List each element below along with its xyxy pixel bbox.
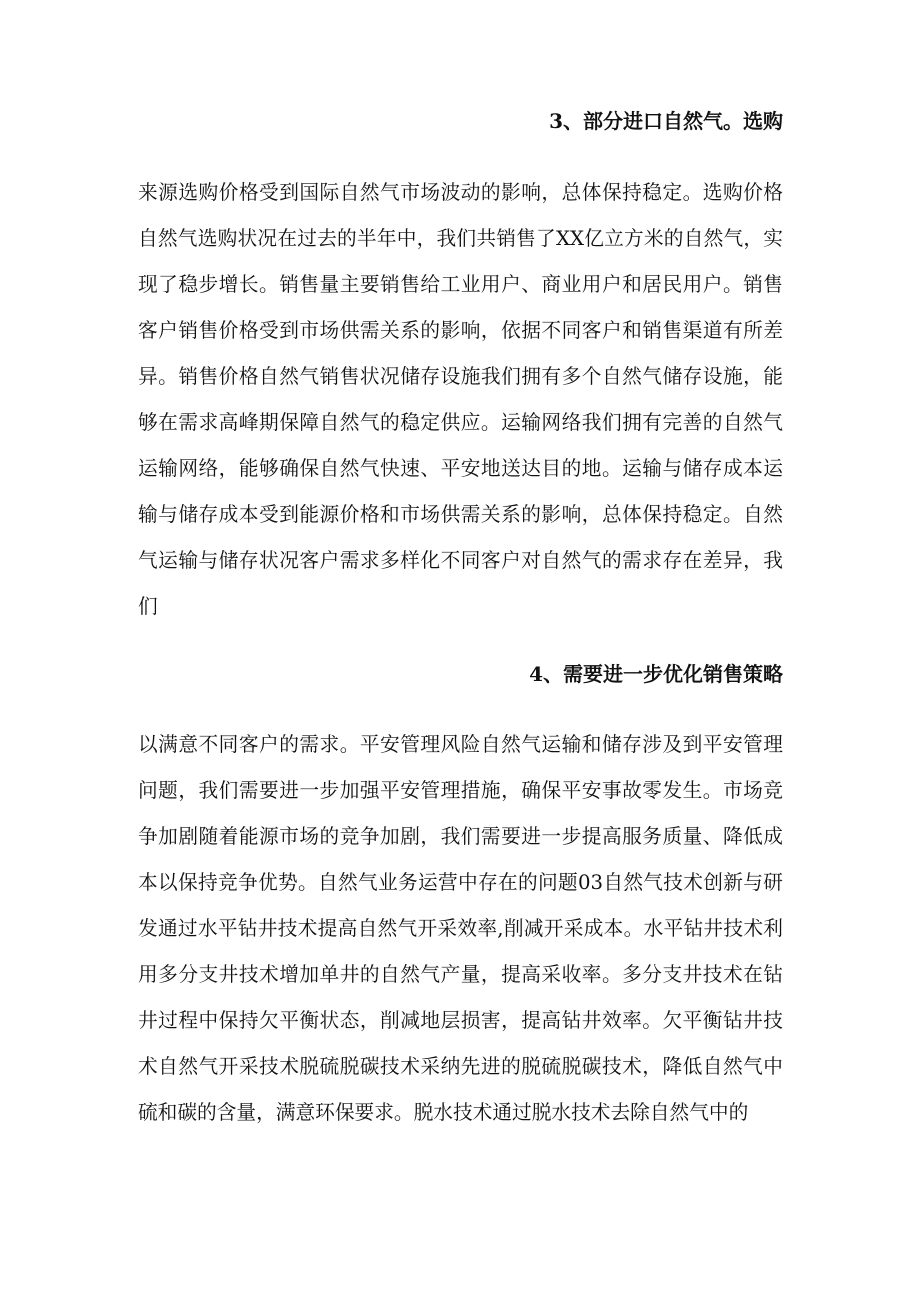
text-line: 问题，我们需要进一步加强平安管理措施，确保平安事故零发生。市场竞 <box>138 779 783 802</box>
text-line: 现了稳步增长。销售量主要销售给工业用户、商业用户和居民用户。销售 <box>138 273 783 296</box>
section-heading-3: 3、部分进口自然气。选购 <box>549 109 783 133</box>
text-line: 术自然气开采技术脱硫脱碳技术采纳先进的脱硫脱碳技术，降低自然气中 <box>138 1055 783 1078</box>
paragraph-1 <box>138 170 783 630</box>
text-line: 气运输与储存状况客户需求多样化不同客户对自然气的需求存在差异，我 <box>138 549 783 572</box>
section-heading-4: 4、需要进一步优化销售策略 <box>529 662 783 686</box>
text-line: 争加剧随着能源市场的竞争加剧，我们需要进一步提高服务质量、降低成 <box>138 825 783 848</box>
text-line: 以满意不同客户的需求。平安管理风险自然气运输和储存涉及到平安管理 <box>138 733 783 756</box>
text-line: 异。销售价格自然气销售状况储存设施我们拥有多个自然气储存设施，能 <box>138 365 783 388</box>
text-line: 本以保持竞争优势。自然气业务运营中存在的问题03自然气技术创新与研 <box>138 871 783 894</box>
text-line: 输与储存成本受到能源价格和市场供需关系的影响，总体保持稳定。自然 <box>138 503 783 526</box>
text-line: 用多分支井技术增加单井的自然气产量，提高采收率。多分支井技术在钻 <box>138 963 783 986</box>
text-line: 自然气选购状况在过去的半年中，我们共销售了XX亿立方米的自然气，实 <box>138 227 783 250</box>
text-line: 们 <box>138 595 158 618</box>
text-line: 硫和碳的含量，满意环保要求。脱水技术通过脱水技术去除自然气中的 <box>138 1101 749 1124</box>
paragraph-2 <box>138 722 783 1136</box>
text-line: 发通过水平钻井技术提高自然气开采效率,削减开采成本。水平钻井技术利 <box>138 917 783 940</box>
text-line: 够在需求高峰期保障自然气的稳定供应。运输网络我们拥有完善的自然气 <box>138 411 783 434</box>
text-line: 客户销售价格受到市场供需关系的影响，依据不同客户和销售渠道有所差 <box>138 319 783 342</box>
text-line: 运输网络，能够确保自然气快速、平安地送达目的地。运输与储存成本运 <box>138 457 783 480</box>
text-line: 井过程中保持欠平衡状态，削减地层损害，提高钻井效率。欠平衡钻井技 <box>138 1009 783 1032</box>
text-line: 来源选购价格受到国际自然气市场波动的影响，总体保持稳定。选购价格 <box>138 181 783 204</box>
